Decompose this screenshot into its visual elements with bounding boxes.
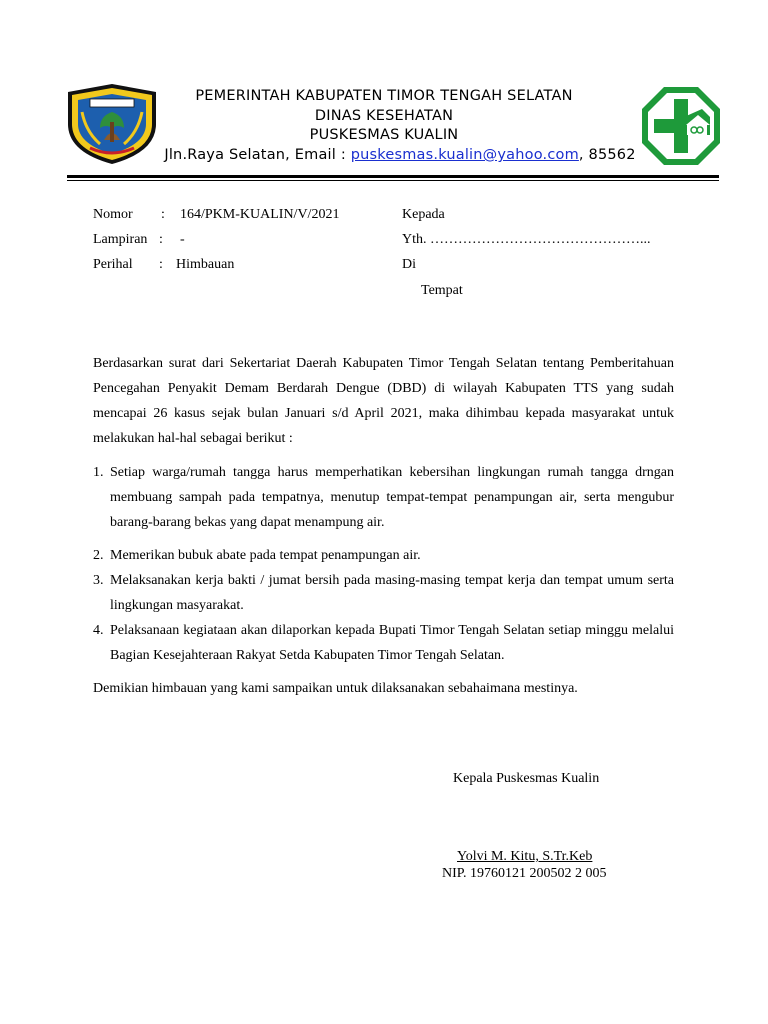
list-item	[93, 543, 674, 568]
list-item-text: Melaksanakan kerja bakti / jumat bersih pada masing-masing tempat kerja dan tempat umum serta lingkungan masyarakat.	[110, 573, 674, 613]
list-item-number: 2.	[93, 548, 104, 563]
list-item-text: Memerikan bubuk abate pada tempat penampungan air.	[110, 548, 421, 563]
list-item-text: Setiap warga/rumah tangga harus memperhatikan kebersihan lingkungan rumah tangga drngan membuang sampah pada tempatnya, menutup tempat-tempat penampungan air, serta mengubur barang-barang bekas yang dapat menampung air.	[110, 465, 674, 530]
recipient-yth: Yth. ………………………………………...	[402, 232, 651, 247]
puskesmas-name: PUSKESMAS KUALIN	[309, 127, 459, 143]
department-name: DINAS KESEHATAN	[314, 108, 454, 124]
list-item	[93, 618, 674, 668]
list-item-number: 1.	[93, 465, 104, 480]
nomor-separator: :	[161, 207, 165, 222]
list-item	[93, 568, 674, 618]
nomor-label: Nomor	[93, 207, 133, 222]
intro-paragraph: Berdasarkan surat dari Sekertariat Daerah Kabupaten Timor Tengah Selatan tentang Pemberitahuan Pencegahan Penyakit Demam Berdarah Dengue (DBD) di wilayah Kabupaten TTS yang sudah mencapai 26 kasus sejak bulan Januari s/d April 2021, maka dihimbau kepada masyarakat untuk melakukan hal-hal sebagai berikut :	[93, 356, 674, 446]
nomor-value: 164/PKM-KUALIN/V/2021	[180, 207, 340, 222]
header-divider-thick	[67, 175, 719, 178]
lampiran-separator: :	[159, 232, 163, 247]
list-item-number: 3.	[93, 573, 104, 588]
header-divider-thin	[67, 180, 719, 181]
recipient-kepada: Kepada	[402, 207, 445, 222]
address-prefix: Jln.Raya Selatan, Email :	[164, 147, 351, 163]
puskesmas-logo	[640, 85, 722, 167]
list-item	[93, 460, 674, 535]
address-suffix: , 85562	[578, 147, 636, 163]
lampiran-label: Lampiran	[93, 232, 148, 247]
perihal-separator: :	[159, 257, 163, 272]
perihal-value: Himbauan	[176, 257, 235, 272]
list-item-number: 4.	[93, 623, 104, 638]
lampiran-value: -	[180, 232, 185, 247]
signature-title: Kepala Puskesmas Kualin	[453, 771, 600, 786]
perihal-label: Perihal	[93, 257, 133, 272]
signatory-nip: NIP. 19760121 200502 2 005	[442, 866, 607, 881]
recipient-di: Di	[402, 257, 416, 272]
recipient-tempat: Tempat	[421, 283, 463, 298]
closing-paragraph: Demikian himbauan yang kami sampaikan untuk dilaksanakan sebahaimana mestinya.	[93, 681, 578, 696]
list-item-text: Pelaksanaan kegiataan akan dilaporkan kepada Bupati Timor Tengah Selatan setiap minggu melalui Bagian Kesejahteraan Rakyat Setda Kabupaten Timor Tengah Selatan.	[110, 623, 674, 663]
government-name: PEMERINTAH KABUPATEN TIMOR TENGAH SELATAN	[195, 88, 573, 104]
signatory-name: Yolvi M. Kitu, S.Tr.Keb	[457, 849, 593, 864]
email-link[interactable]: puskesmas.kualin@yahoo.com	[350, 147, 579, 163]
